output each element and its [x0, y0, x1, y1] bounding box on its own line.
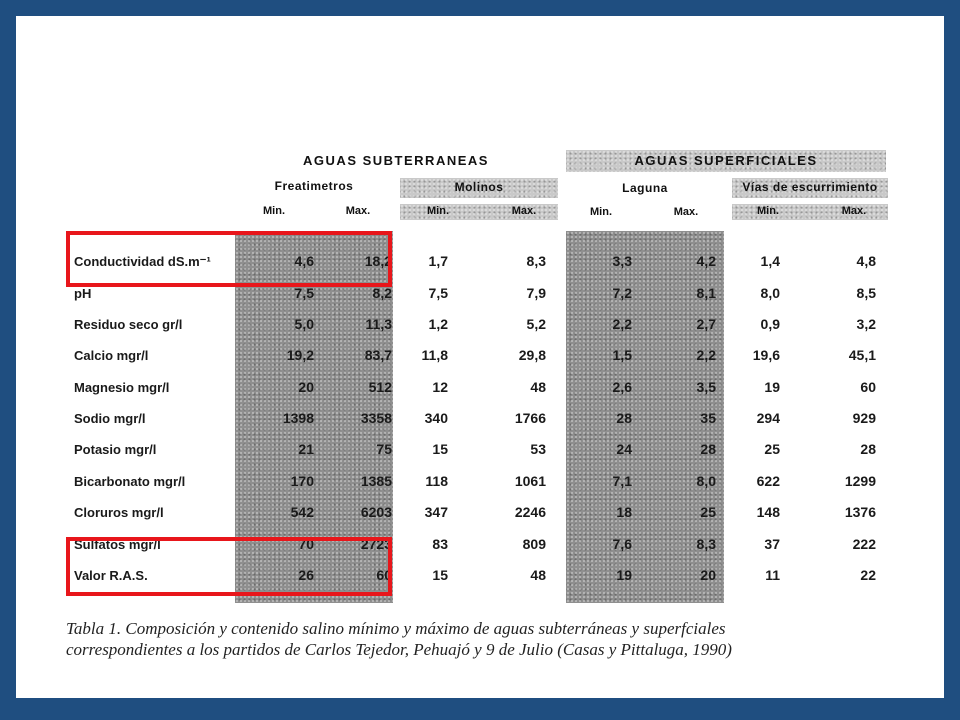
laguna-max-label: Max.: [673, 206, 699, 218]
cell-value: 2,2: [696, 347, 716, 363]
cell-value: 83,7: [364, 347, 392, 363]
cell-value: 7,5: [294, 285, 314, 301]
cell-value: 11: [765, 567, 780, 583]
cell-value: 542: [290, 504, 314, 520]
cell-value: 7,9: [526, 285, 546, 301]
cell-value: 12: [432, 379, 448, 395]
cell-value: 3,2: [856, 316, 876, 332]
row-label: Valor R.A.S.: [74, 568, 148, 583]
header-molinos: Molinos: [454, 180, 504, 194]
cell-value: 929: [852, 410, 876, 426]
cell-value: 8,0: [696, 473, 716, 489]
cell-value: 35: [700, 410, 716, 426]
cell-value: 1,7: [428, 253, 448, 269]
table-caption: [66, 618, 886, 660]
row-label: Sulfatos mgr/l: [74, 537, 161, 552]
cell-value: 1398: [282, 410, 314, 426]
cell-value: 2,2: [612, 316, 632, 332]
cell-value: 7,2: [612, 285, 632, 301]
row-label: Calcio mgr/l: [74, 348, 149, 363]
cell-value: 4,2: [696, 253, 716, 269]
cell-value: 8,3: [526, 253, 546, 269]
cell-value: 28: [860, 441, 876, 457]
cell-value: 11,8: [421, 347, 448, 363]
cell-value: 2,6: [612, 379, 632, 395]
cell-value: 53: [530, 441, 546, 457]
cell-value: 37: [764, 536, 780, 552]
row-label: pH: [74, 286, 92, 301]
cell-value: 11,3: [365, 316, 392, 332]
cell-value: 15: [432, 441, 448, 457]
cell-value: 3358: [360, 410, 392, 426]
cell-value: 1061: [514, 473, 546, 489]
cell-value: 1,2: [428, 316, 448, 332]
row-label: Conductividad dS.m⁻¹: [74, 254, 211, 269]
cell-value: 48: [530, 379, 546, 395]
row-label: Residuo seco gr/l: [74, 317, 183, 332]
cell-value: 20: [298, 379, 314, 395]
cell-value: 29,8: [518, 347, 546, 363]
cell-value: 45,1: [848, 347, 876, 363]
row-label: Magnesio mgr/l: [74, 380, 170, 395]
cell-value: 2723: [360, 536, 392, 552]
cell-value: 19: [616, 567, 632, 583]
cell-value: 3,5: [696, 379, 716, 395]
cell-value: 1376: [844, 504, 876, 520]
laguna-min-label: Min.: [590, 206, 612, 218]
cell-value: 118: [425, 473, 448, 489]
cell-value: 26: [298, 567, 314, 583]
cell-value: 1766: [514, 410, 546, 426]
cell-value: 15: [432, 567, 448, 583]
cell-value: 7,6: [612, 536, 632, 552]
cell-value: 170: [290, 473, 314, 489]
cell-value: 4,6: [294, 253, 314, 269]
molinos-max-label: Max.: [511, 205, 537, 217]
caption-line-1: Tabla 1. Composición y contenido salino mínimo y máximo de aguas subterráneas y superfciales: [66, 619, 726, 638]
cell-value: 19: [764, 379, 780, 395]
cell-value: 5,0: [294, 316, 314, 332]
cell-value: 48: [530, 567, 546, 583]
cell-value: 8,5: [856, 285, 876, 301]
cell-value: 6203: [360, 504, 392, 520]
cell-value: 28: [700, 441, 716, 457]
cell-value: 25: [700, 504, 716, 520]
cell-value: 1,5: [612, 347, 632, 363]
cell-value: 18: [616, 504, 632, 520]
cell-value: 8,2: [372, 285, 392, 301]
row-label: Bicarbonato mgr/l: [74, 474, 186, 489]
slide-page: [16, 16, 944, 698]
highlight-conductividad: [66, 231, 392, 287]
row-label: Sodio mgr/l: [74, 411, 146, 426]
cell-value: 1299: [844, 473, 876, 489]
cell-value: 4,8: [856, 253, 876, 269]
cell-value: 21: [298, 441, 314, 457]
cell-value: 19,6: [752, 347, 780, 363]
cell-value: 148: [756, 504, 780, 520]
cell-value: 7,5: [428, 285, 448, 301]
header-aguas-superficiales: AGUAS SUPERFICIALES: [634, 153, 818, 168]
scanned-table: [16, 16, 944, 698]
row-label: Cloruros mgr/l: [74, 505, 164, 520]
cell-value: 3,3: [612, 253, 632, 269]
cell-value: 75: [376, 441, 392, 457]
cell-value: 622: [756, 473, 780, 489]
cell-value: 2246: [514, 504, 546, 520]
cell-value: 8,0: [760, 285, 780, 301]
header-freatimetros: Freatimetros: [274, 179, 354, 193]
cell-value: 1385: [360, 473, 392, 489]
cell-value: 5,2: [526, 316, 546, 332]
freatimetros-max-label: Max.: [345, 205, 371, 217]
caption-line-2: correspondientes a los partidos de Carlos Tejedor, Pehuajó y 9 de Julio (Casas y Pittaluga, 1990): [66, 640, 732, 659]
vias-max-label: Max.: [841, 205, 867, 217]
cell-value: 809: [522, 536, 546, 552]
cell-value: 8,1: [696, 285, 716, 301]
cell-value: 19,2: [286, 347, 314, 363]
cell-value: 347: [424, 504, 448, 520]
cell-value: 222: [852, 536, 876, 552]
cell-value: 60: [860, 379, 876, 395]
vias-min-label: Min.: [757, 205, 779, 217]
cell-value: 20: [700, 567, 716, 583]
cell-value: 18,2: [364, 253, 392, 269]
cell-value: 1,4: [760, 253, 780, 269]
freatimetros-min-label: Min.: [263, 205, 285, 217]
cell-value: 0,9: [760, 316, 780, 332]
cell-value: 8,3: [696, 536, 716, 552]
cell-value: 294: [756, 410, 780, 426]
cell-value: 340: [424, 410, 448, 426]
cell-value: 25: [764, 441, 780, 457]
cell-value: 512: [368, 379, 392, 395]
cell-value: 83: [432, 536, 448, 552]
cell-value: 28: [616, 410, 632, 426]
cell-value: 60: [376, 567, 392, 583]
header-laguna: Laguna: [622, 181, 668, 195]
cell-value: 7,1: [612, 473, 632, 489]
cell-value: 70: [298, 536, 314, 552]
cell-value: 2,7: [696, 316, 716, 332]
row-label: Potasio mgr/l: [74, 442, 157, 457]
molinos-min-label: Min.: [427, 205, 449, 217]
cell-value: 24: [616, 441, 632, 457]
header-vias: Vías de escurrimiento: [742, 180, 878, 194]
header-aguas-subterraneas: AGUAS SUBTERRANEAS: [303, 153, 489, 168]
cell-value: 22: [860, 567, 876, 583]
highlight-sulfatos-ras: [66, 537, 392, 596]
